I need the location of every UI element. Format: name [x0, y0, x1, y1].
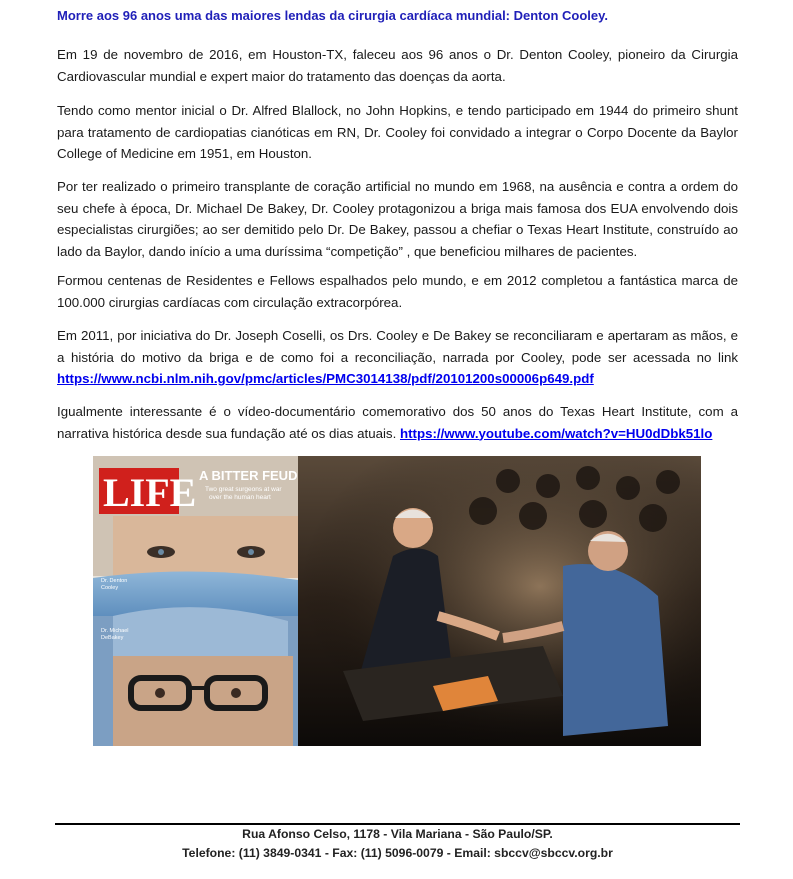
footer-divider	[55, 823, 740, 825]
youtube-video-link[interactable]: https://www.youtube.com/watch?v=HU0dDbk51lo	[399, 425, 713, 441]
caption-cooley-2: Cooley	[101, 585, 119, 591]
caption-cooley-1: Dr. Denton	[101, 578, 128, 584]
cover-headline: A BITTER FEUD	[199, 468, 298, 483]
paragraph-2: Tendo como mentor inicial o Dr. Alfred Blallock, no John Hopkins, e tendo participado em 1944 do primeiro shunt para tratamento de cardiopatias cianóticas em RN, Dr. Cooley foi convidado a integrar o Corpo Docente da Baylor College of Medicine em 1951, em Houston.	[57, 103, 738, 161]
life-logo: LIFE	[103, 470, 197, 515]
caption-debakey-1: Dr. Michael	[101, 628, 129, 634]
paragraph-4: Formou centenas de Residentes e Fellows espalhados pelo mundo, e em 2012 completou a fantástica marca de 100.000 cirurgias cardíacas com circulação extracorpórea.	[57, 273, 738, 310]
article-headline: Morre aos 96 anos uma das maiores lendas da cirurgia cardíaca mundial: Denton Cooley.	[57, 8, 608, 23]
paragraph-5-text: Em 2011, por iniciativa do Dr. Joseph Coselli, os Drs. Cooley e De Bakey se reconciliaram e apertaram as mãos, e a história do motivo da briga e de como foi a reconciliação, narrada por Cooley, pode ser acessada no link	[57, 328, 738, 365]
footer-contact: Telefone: (11) 3849-0341 - Fax: (11) 5096-0079 - Email: sbccv@sbccv.org.br	[182, 846, 613, 860]
paragraph-6	[57, 401, 738, 444]
feature-photo	[93, 456, 701, 746]
cover-subline-1: Two great surgeons at war	[205, 486, 282, 493]
paragraph-6-text: Igualmente interessante é o vídeo-documentário comemorativo dos 50 anos do Texas Heart Institute, com a narrativa histórica desde sua fundação até os dias atuais.	[57, 404, 738, 441]
cover-subline-2: over the human heart	[209, 494, 271, 501]
caption-debakey-2: DeBakey	[101, 635, 124, 641]
paragraph-3: Por ter realizado o primeiro transplante de coração artificial no mundo em 1968, na ausência e contra a ordem do seu chefe à época, Dr. Michael De Bakey, Dr. Cooley protagonizou a briga mais famosa dos EUA envolvendo dois especialistas cirurgiões; ao ser demitido pelo Dr. De Bakey, passou a chefiar o Texas Heart Institute, construído ao lado da Baylor, dando início a uma duríssima “competição” , que beneficiou milhares de pacientes.	[57, 179, 738, 259]
paragraph-1: Em 19 de novembro de 2016, em Houston-TX, faleceu aos 96 anos o Dr. Denton Cooley, pioneiro da Cirurgia Cardiovascular mundial e expert maior do tratamento das doenças da aorta.	[57, 47, 738, 84]
feature-photo-illustration	[93, 456, 701, 746]
footer-address: Rua Afonso Celso, 1178 - Vila Mariana - São Paulo/SP.	[242, 827, 553, 841]
paragraph-5	[57, 325, 738, 390]
ncbi-article-link[interactable]: https://www.ncbi.nlm.nih.gov/pmc/articles/PMC3014138/pdf/20101200s00006p649.pdf	[57, 371, 594, 386]
